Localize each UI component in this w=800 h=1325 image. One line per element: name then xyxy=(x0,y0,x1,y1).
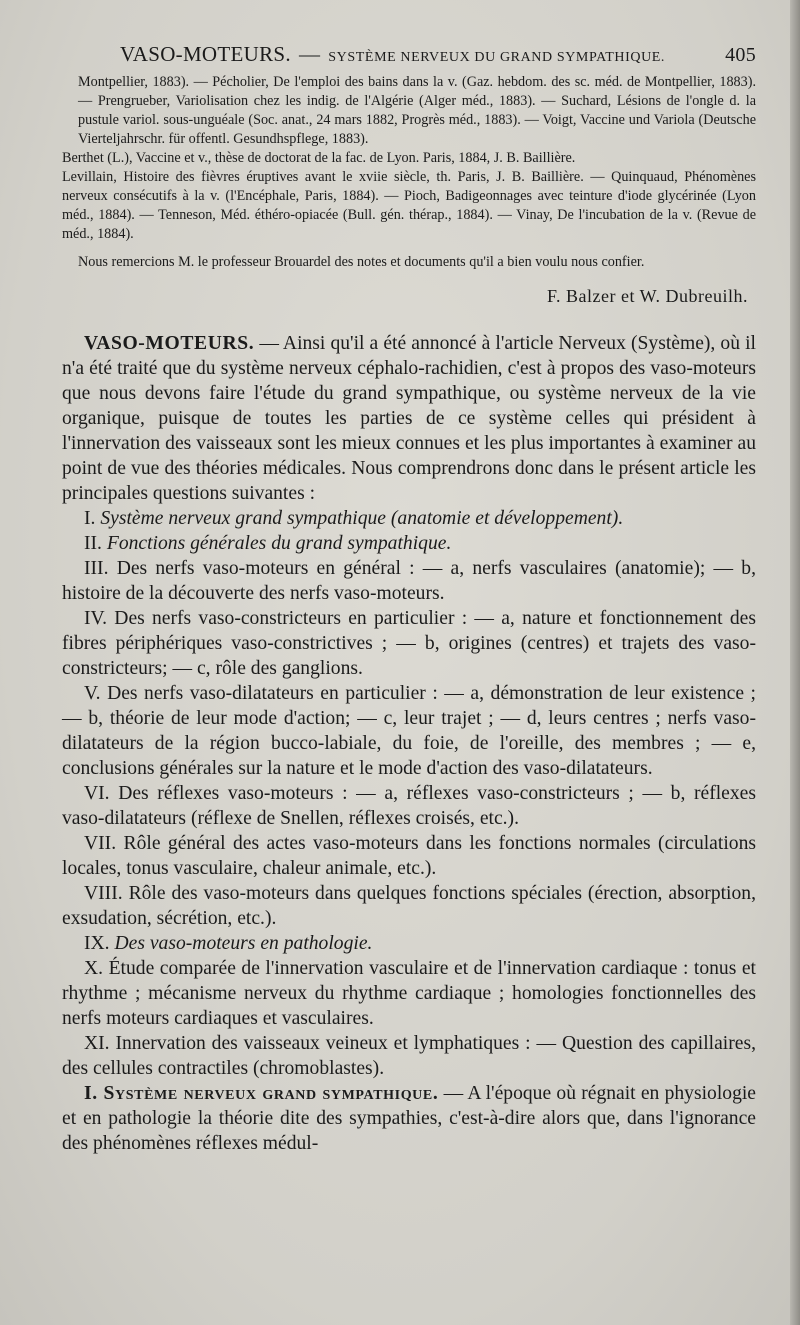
header-title: VASO-MOTEURS. — SYSTÈME NERVEUX DU GRAND SYMPATHIQUE. xyxy=(120,42,666,66)
article-body xyxy=(62,331,756,1156)
outline-item: II. Fonctions générales du grand sympathique. xyxy=(84,533,452,555)
outline-list xyxy=(62,506,756,1081)
outline-item: VIII. Rôle des vaso-moteurs dans quelques fonctions spéciales (érection, absorption, exsudation, sécrétion, etc.). xyxy=(62,883,756,930)
section-1-text: — A l'époque où régnait en physiologie et en pathologie la théorie dite des sympathies, c'est-à-dire alors que, dans l'ignorance des phénomènes réflexes médul- xyxy=(62,1083,757,1155)
book-spine-shadow xyxy=(790,0,800,1325)
authors-signature: F. Balzer et W. Dubreuilh. xyxy=(546,286,748,307)
biblio-entry: Montpellier, 1883). — Pécholier, De l'emploi des bains dans la v. (Gaz. hebdom. des sc. méd. de Montpellier, 1883). — Prengrueber, Variolisation chez les indig. de l'Algérie (Alger méd., 1883). — Suchard, Lésions de l'ongle d. la pustule variol. sous-unguéale (Soc. anat., 24 mars 1882, Progrès méd., 1883). — Voigt, Vaccine und Variola (Deutsche Vierteljahrschr. für offentl. Gesundhspflege, 1883). xyxy=(78,74,756,147)
acknowledgement: Nous remercions M. le professeur Brouardel des notes et documents qu'il a bien voulu nous confier. xyxy=(78,254,645,270)
outline-item: IX. Des vaso-moteurs en pathologie. xyxy=(84,933,373,955)
outline-item: XI. Innervation des vaisseaux veineux et lymphatiques : — Question des capillaires, des cellules contractiles (chromoblastes). xyxy=(62,1033,756,1080)
page-number: 405 xyxy=(725,44,756,66)
section-1-paragraph xyxy=(62,1081,756,1156)
running-header xyxy=(62,42,756,67)
biblio-entry: Berthet (L.), Vaccine et v., thèse de doctorat de la fac. de Lyon. Paris, 1884, J. B. Baillière. xyxy=(62,150,576,166)
bibliography xyxy=(62,73,756,244)
outline-item: V. Des nerfs vaso-dilatateurs en particulier : — a, démonstration de leur existence ; — b, théorie de leur mode d'action; — c, leur trajet ; — d, leurs centres ; nerfs vaso-dilatateurs de la région bucco-labiale, du foie, de l'oreille, des membres ; — e, conclusions générales sur la nature et le mode d'action des vaso-dilatateurs. xyxy=(62,683,757,780)
outline-item: X. Étude comparée de l'innervation vasculaire et de l'innervation cardiaque : tonus et rhythme ; mécanisme nerveux du rhythme cardiaque ; homologies fonctionnelles des nerfs moteurs cardiaques et vasculaires. xyxy=(62,958,756,1030)
intro-text: — Ainsi qu'il a été annoncé à l'article Nerveux (Système), où il n'a été traité que du système nerveux céphalo-rachidien, c'est à propos des vaso-moteurs que nous devons faire l'étude du grand sympathique, ou système nerveux de la vie organique, puisque de toutes les parties de ce système celles qui président à l'innervation des vaisseaux sont les mieux connues et les plus importantes à examiner au point de vue des théories médicales. Nous comprendrons donc dans le présent article les principales questions suivantes : xyxy=(62,333,756,505)
outline-item: I. Système nerveux grand sympathique (anatomie et développement). xyxy=(84,508,624,530)
article-heading: VASO-MOTEURS. xyxy=(84,333,255,355)
outline-item: VI. Des réflexes vaso-moteurs : — a, réflexes vaso-constricteurs ; — b, réflexes vaso-dilatateurs (réflexe de Snellen, réflexes croisés, etc.). xyxy=(62,783,756,830)
section-1-heading: I. Système nerveux grand sympathique. xyxy=(84,1083,439,1105)
outline-item: VII. Rôle général des actes vaso-moteurs dans les fonctions normales (circulations locales, tonus vasculaire, chaleur animale, etc.). xyxy=(62,833,756,880)
biblio-entry: Levillain, Histoire des fièvres éruptives avant le xviie siècle, th. Paris, J. B. Baillière. — Quinquaud, Phénomènes nerveux consécutifs à la v. (l'Encéphale, Paris, 1884). — Pioch, Badigeonnages avec teinture d'iode glycérinée (Lyon méd., 1884). — Tenneson, Méd. éthéro-opiacée (Bull. gén. thérap., 1884). — Vinay, De l'incubation de la v. (Revue de méd., 1884). xyxy=(62,169,756,242)
outline-item: III. Des nerfs vaso-moteurs en général : — a, nerfs vasculaires (anatomie); — b, histoire de la découverte des nerfs vaso-moteurs. xyxy=(62,558,756,605)
outline-item: IV. Des nerfs vaso-constricteurs en particulier : — a, nature et fonctionnement des fibres périphériques vaso-constrictives ; — b, origines (centres) et trajets des vaso-constricteurs; — c, rôle des ganglions. xyxy=(62,608,756,680)
intro-paragraph xyxy=(62,331,756,506)
